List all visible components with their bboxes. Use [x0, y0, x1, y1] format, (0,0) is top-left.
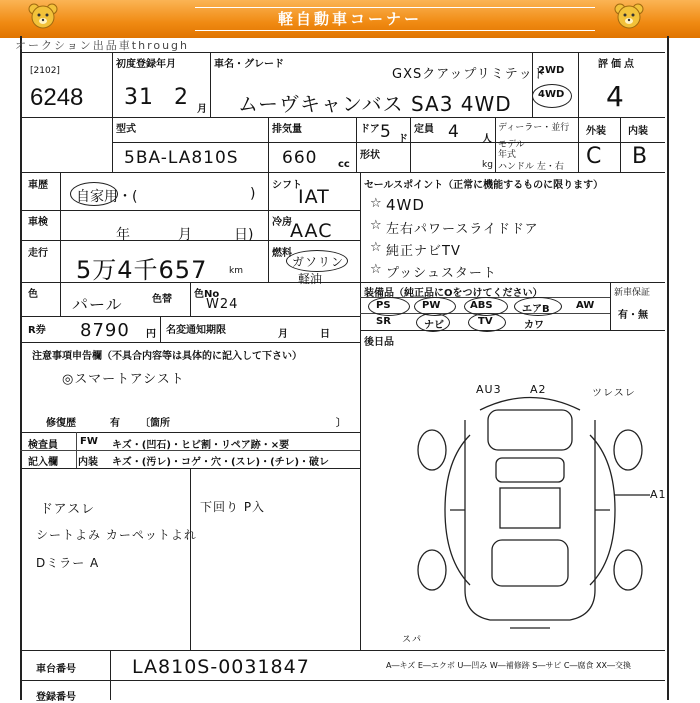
equip-airbag: エアB — [522, 304, 550, 315]
color-value: パール — [72, 295, 123, 314]
damage-legend: A―キズ E―エクボ U―凹み W―補修跡 S―サビ C―腐食 XX―交換 — [386, 661, 632, 670]
model-value: 5BA-LA810S — [124, 148, 239, 168]
later-items-label: 後日品 — [364, 337, 394, 348]
star-icon: ☆ — [370, 262, 382, 277]
displacement-label: 排気量 — [272, 124, 302, 135]
damage-mark: AU3 — [476, 383, 502, 396]
color-label: 色 — [28, 289, 38, 300]
entry-label: 記入欄 — [28, 457, 58, 468]
damage-mark: A1 — [650, 488, 667, 501]
sheet-subtitle: オークション出品車through — [15, 39, 190, 52]
chassis-value: LA810S-0031847 — [132, 656, 310, 678]
doors-unit: ド — [398, 134, 408, 145]
repair-close: 〕 — [336, 418, 346, 429]
inspection-day: 日) — [234, 227, 254, 243]
reg-month: 2 — [174, 85, 189, 110]
fuel-alt: 軽油 — [298, 272, 323, 286]
doors-label: ドア — [360, 124, 380, 135]
history-value: 自家用・( — [76, 189, 138, 205]
star-icon: ☆ — [370, 196, 382, 211]
shift-value: IAT — [298, 186, 330, 208]
interior-label: 内装 — [628, 126, 648, 137]
free-note: Dミラー A — [36, 556, 100, 570]
capacity-label: 定員 — [414, 124, 434, 135]
exterior-label: 外装 — [586, 126, 606, 137]
free-note: シートよみ カーペットよれ — [36, 528, 197, 542]
mileage-unit: km — [229, 266, 243, 276]
car-name: ムーヴキャンバス SA3 4WD — [238, 92, 512, 116]
notes-label: 注意事項申告欄（不具合内容等は具体的に記入して下さい） — [32, 351, 302, 362]
equip-navi: ナビ — [424, 320, 444, 331]
model-year-label: モデル — [498, 140, 525, 150]
equip-aw: AW — [576, 300, 595, 311]
model-label: 型式 — [116, 124, 136, 135]
sales-item: プッシュスタート — [386, 266, 497, 281]
repair-history-label: 修復歴 — [46, 418, 76, 429]
title-change-day: 日 — [320, 329, 330, 340]
star-icon: ☆ — [370, 218, 382, 233]
equip-abs: ABS — [470, 300, 493, 311]
inspector-label: 検査員 — [28, 440, 58, 451]
inspection-label: 車検 — [28, 217, 48, 228]
capacity-value: 4 — [448, 122, 460, 142]
repair-location: 〔箇所 — [140, 418, 170, 429]
shift-label: シフト — [272, 180, 302, 191]
exterior-grade: C — [586, 144, 603, 169]
ac-value: AAC — [290, 220, 333, 242]
score-label: 評価点 — [598, 59, 637, 70]
sales-label: セールスポイント（正常に機能するものに限ります） — [364, 180, 604, 191]
equip-ps: PS — [376, 300, 391, 311]
interior-check-label: 内装 — [78, 457, 98, 468]
reg-month-unit: 月 — [197, 104, 207, 115]
coupon-unit: 円 — [146, 329, 156, 340]
damage-mark: スパ — [402, 635, 423, 645]
score-value: 4 — [606, 80, 625, 113]
drive-4wd: 4WD — [538, 89, 565, 100]
capacity-unit: 人 — [482, 134, 492, 145]
new-car-warranty-label: 新車保証 — [614, 288, 651, 298]
coupon-value: 8790 — [80, 320, 130, 341]
inspection-month: 月 — [178, 227, 192, 243]
free-note: ドアスレ — [40, 502, 96, 517]
handle-label: ハンドル 左・右 — [498, 162, 564, 172]
color-code-label: 色No — [194, 289, 220, 300]
mileage-label: 走行 — [28, 248, 48, 259]
equip-sr: SR — [376, 316, 391, 327]
fw-check-items: キズ・(凹石)・ヒビ割・リペア跡・×要 — [112, 440, 290, 451]
car-name-label: 車名・グレード — [214, 59, 284, 70]
reg-date-label: 初度登録年月 — [116, 59, 176, 70]
color-code: W24 — [206, 297, 239, 312]
ac-label: 冷房 — [272, 217, 292, 228]
star-icon: ☆ — [370, 240, 382, 255]
chassis-label: 車台番号 — [36, 664, 76, 675]
inspection-year: 年 — [116, 227, 130, 243]
free-note: 下回り P入 — [200, 500, 266, 514]
car-grade: GXSクアップリミテッド — [392, 67, 547, 82]
car-damage-diagram — [410, 380, 660, 640]
fuel-value: ガソリン — [292, 255, 345, 269]
warranty-yn: 有・無 — [618, 310, 648, 321]
interior-grade: B — [632, 144, 649, 169]
dealer-label: ディーラー・並行 — [498, 123, 570, 133]
equip-pw: PW — [422, 300, 441, 311]
mileage-value: 5万4千657 — [76, 256, 208, 284]
shape-label: 形状 — [360, 150, 380, 161]
lot-number: 6248 — [30, 84, 84, 111]
repair-has: 有 — [110, 418, 120, 429]
fuel-label: 燃料 — [272, 248, 292, 259]
equip-leather: カワ — [524, 320, 544, 331]
sales-item: 純正ナビTV — [386, 244, 461, 259]
damage-mark: ツレスレ — [592, 388, 636, 399]
year-label: 年式 — [498, 150, 517, 160]
weight-unit: kg — [482, 160, 493, 170]
equip-label: 装備品（純正品にOをつけてください） — [364, 288, 543, 299]
sales-item: 4WD — [386, 196, 425, 214]
displacement-value: 660 — [282, 148, 318, 168]
interior-check-items: キズ・(汚レ)・コゲ・穴・(スレ)・(チレ)・破レ — [112, 457, 330, 468]
damage-mark: A2 — [530, 383, 547, 396]
sales-item: 左右パワースライドドア — [386, 222, 539, 237]
reg-year: 31 — [124, 85, 154, 110]
title-change-month: 月 — [278, 329, 288, 340]
doors-value: 5 — [380, 122, 392, 142]
history-close: ) — [250, 186, 256, 202]
displacement-unit: cc — [338, 159, 350, 170]
coupon-label: R券 — [28, 325, 46, 336]
color-change-label: 色替 — [152, 294, 172, 305]
history-label: 車歴 — [28, 180, 48, 191]
notes-text: ◎スマートアシスト — [62, 372, 185, 387]
registration-label: 登録番号 — [36, 692, 76, 703]
drive-2wd: 2WD — [538, 65, 565, 76]
sheet-code: [2102] — [30, 66, 60, 76]
equip-tv: TV — [478, 316, 493, 327]
title-change-label: 名変通知期限 — [166, 325, 226, 336]
fw-label: FW — [80, 436, 98, 447]
header-title: 軽自動車コーナー — [277, 10, 422, 28]
